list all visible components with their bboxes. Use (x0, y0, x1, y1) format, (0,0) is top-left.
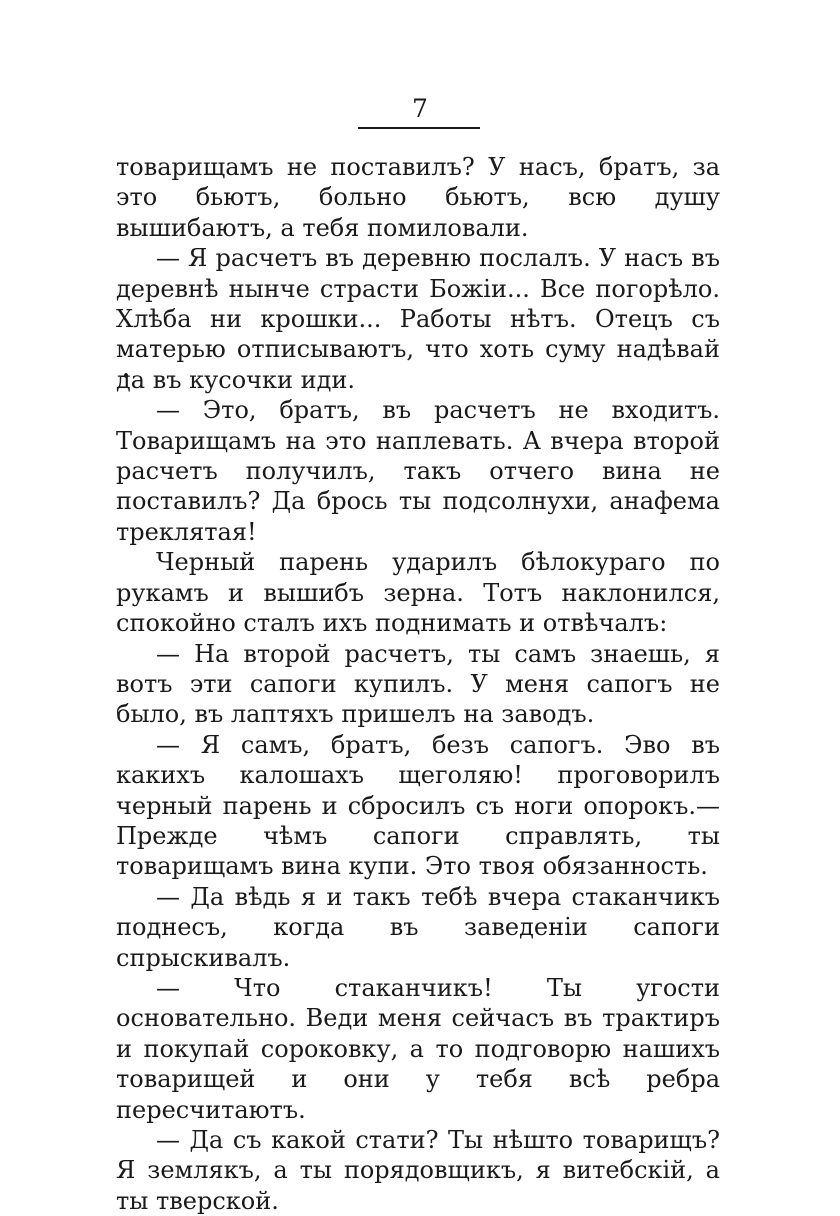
paragraph: — Да вѣдь я и такъ тебѣ вчера стаканчикъ поднесъ, когда въ заведенiи сапоги спрыскивалъ. (116, 882, 720, 972)
header-rule (358, 127, 480, 129)
paragraph: — Это, братъ, въ расчетъ не входитъ. Товарищамъ на это наплевать. А вчера второй расчетъ получилъ, такъ отчего вина не поставилъ? Да брось ты подсолнухи, анафема треклятая! (116, 396, 720, 546)
page-number: 7 (412, 94, 428, 123)
body-text (116, 152, 720, 1216)
paragraph-continued: товарищамъ не поставилъ? У насъ, братъ, за это бьютъ, больно бьютъ, всю душу вышибаютъ, а тебя помиловали. (116, 153, 720, 242)
paragraph: — Да съ какой стати? Ты нѣшто товарищъ? Я землякъ, а ты порядовщикъ, я витебскiй, а ты тверской. (116, 1126, 720, 1215)
paragraph: — Я самъ, братъ, безъ сапогъ. Эво въ какихъ калошахъ щеголяю! проговорилъ черный парень и сбросилъ съ ноги опорокъ.—Прежде чѣмъ сапоги справлять, ты товарищамъ вина купи. Это твоя обязанность. (116, 730, 720, 881)
paragraph: — На второй расчетъ, ты самъ знаешь, я вотъ эти сапоги купилъ. У меня сапогъ не было, въ лаптяхъ пришелъ на заводъ. (116, 639, 720, 729)
paragraph: — Что стаканчикъ! Ты угости основательно. Веди меня сейчасъ въ трактиръ и покупай сороковку, а то подговорю нашихъ товарищей и они у тебя всѣ ребра пересчитаютъ. (116, 973, 720, 1124)
paragraph: Черный парень ударилъ бѣлокураго по рукамъ и вышибъ зерна. Тотъ наклонился, спокойно сталъ ихъ поднимать и отвѣчалъ: (116, 548, 720, 638)
paragraph: — Я расчетъ въ деревню послалъ. У насъ въ деревнѣ нынче страсти Божiи... Все погорѣло. Хлѣба ни крошки... Работы нѣтъ. Отецъ съ матерью отписываютъ, что хоть суму надѣвай да въ кусочки иди. (116, 244, 720, 394)
